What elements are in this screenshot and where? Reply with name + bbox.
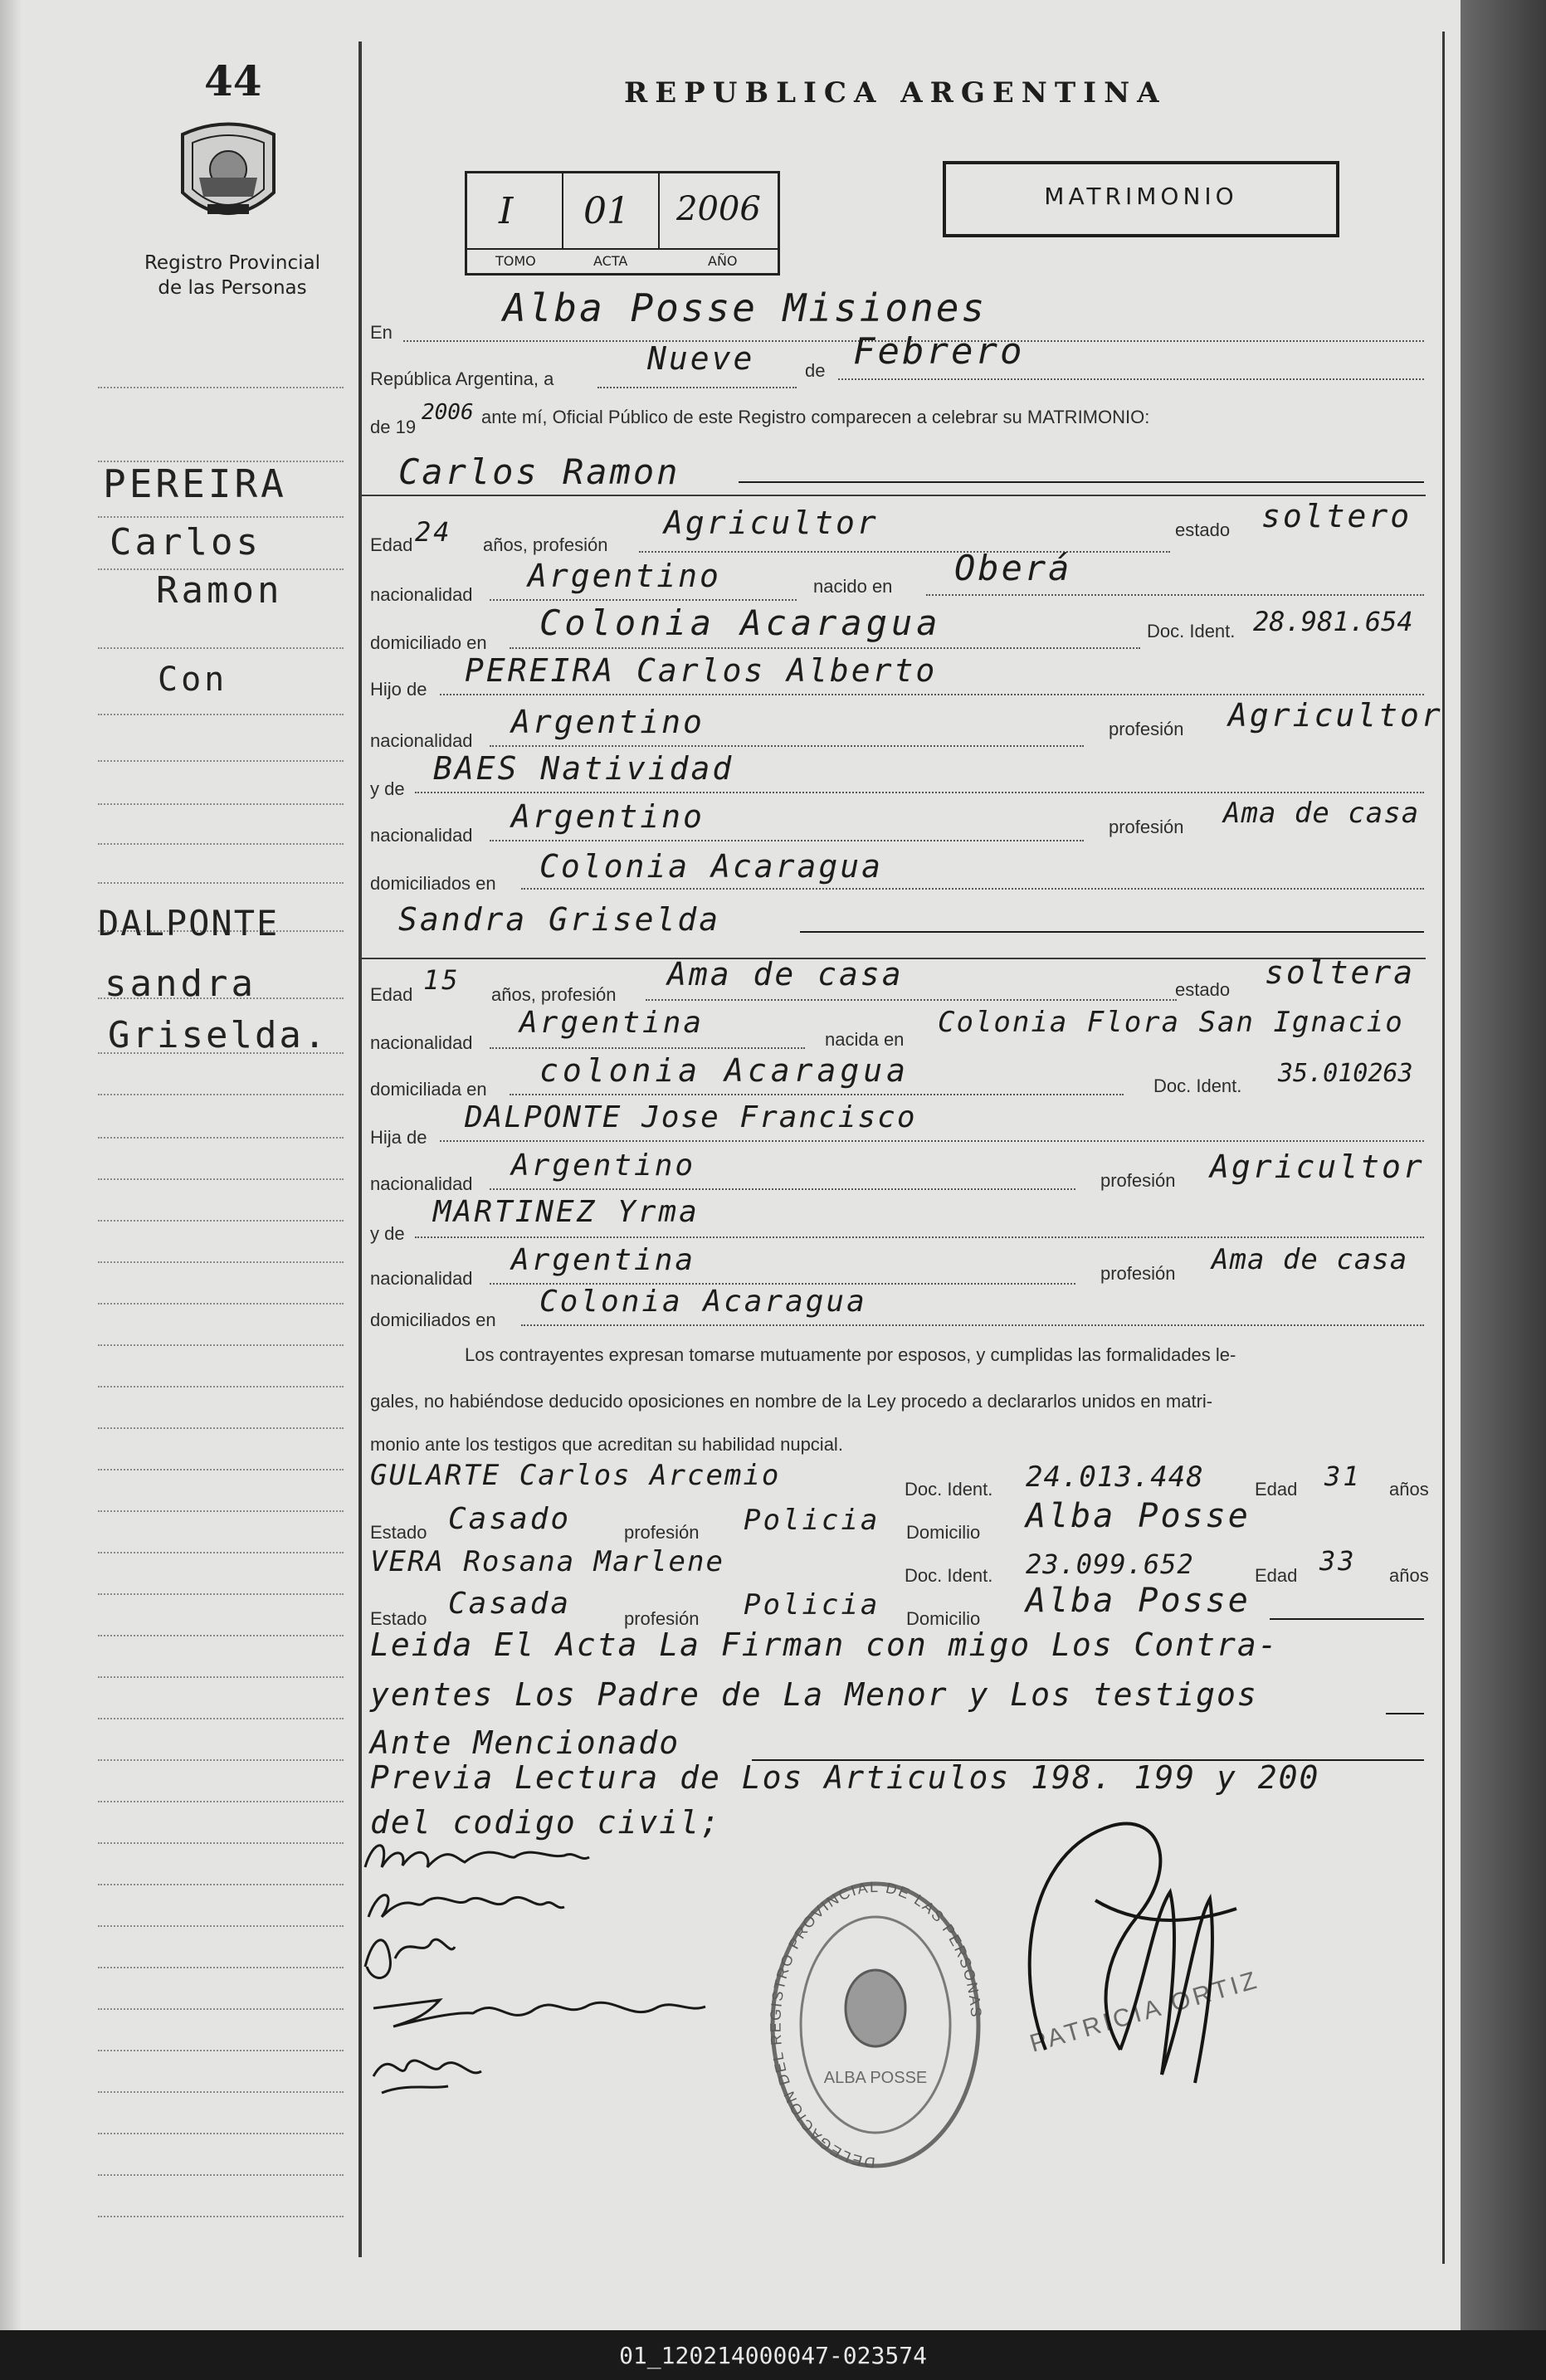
bride-full-name: Sandra Griselda — [398, 901, 721, 938]
bride-name1-margin: sandra — [105, 963, 256, 1005]
bride-status: soltera — [1265, 954, 1416, 991]
witness-1-domicile: Alba Posse — [1026, 1497, 1251, 1535]
bride-mother: MARTINEZ Yrma — [433, 1195, 700, 1229]
label-bride-edad: Edad — [370, 984, 413, 1005]
conjunction-margin: Con — [158, 661, 228, 699]
label-witness-1-profesion: profesión — [624, 1522, 700, 1543]
book-binding — [0, 0, 22, 2330]
groom-status: soltero — [1261, 498, 1412, 534]
label-de: de — [805, 360, 826, 381]
label-bride-domiciliada: domiciliada en — [370, 1079, 487, 1100]
declaration-line-2: gales, no habiéndose deducido oposiciones en nombre de la Ley procedo a declararlos unidos en matri- — [370, 1391, 1213, 1412]
page-number: 44 — [204, 56, 262, 105]
witness-2-domicile: Alba Posse — [1026, 1582, 1251, 1620]
witness-1-doc: 24.013.448 — [1026, 1461, 1204, 1494]
officer-signature-stamp — [996, 1801, 1353, 2100]
tomo-value: I — [499, 190, 514, 232]
witness-2-profession: Policia — [744, 1588, 880, 1622]
witness-2-name: VERA Rosana Marlene — [370, 1545, 724, 1578]
seal-ring-text: DELEGACION DEL REGISTRO PROVINCIAL DE LAS PERSONAS — [767, 1878, 985, 2172]
bride-father-nationality: Argentino — [511, 1149, 696, 1183]
bride-mother-nationality: Argentina — [511, 1243, 696, 1277]
country-title: REPUBLICA ARGENTINA — [624, 76, 1167, 110]
groom-doc: 28.981.654 — [1253, 606, 1413, 637]
anio-label: AÑO — [708, 253, 738, 269]
label-groom-father-nacionalidad: nacionalidad — [370, 730, 473, 751]
declaration-line-1: Los contrayentes expresan tomarse mutuamente por esposos, y cumplidas las formalidades le- — [465, 1344, 1236, 1365]
groom-father-nationality: Argentino — [511, 704, 705, 740]
witness-2-doc: 23.099.652 — [1026, 1548, 1194, 1580]
label-witness-1-anios: años — [1389, 1479, 1429, 1500]
groom-father-profession: Agricultor — [1228, 697, 1443, 734]
registry-seal-stamp — [763, 1867, 988, 2182]
groom-surname-margin: PEREIRA — [103, 461, 287, 506]
label-en: En — [370, 322, 393, 343]
bride-age: 15 — [423, 964, 461, 996]
groom-mother: BAES Natividad — [433, 750, 734, 787]
label-groom-domiciliados: domiciliados en — [370, 873, 496, 894]
label-witness-1-domicilio: Domicilio — [906, 1522, 981, 1543]
province-emblem-icon — [174, 118, 282, 234]
label-bride-domiciliados: domiciliados en — [370, 1309, 496, 1330]
groom-father: PEREIRA Carlos Alberto — [465, 652, 938, 689]
bride-mother-profession: Ama de casa — [1212, 1243, 1408, 1276]
label-bride-father-profesion: profesión — [1100, 1170, 1176, 1191]
witness-1-profession: Policia — [744, 1504, 880, 1537]
label-bride-father-nacionalidad: nacionalidad — [370, 1173, 473, 1194]
bride-nationality: Argentina — [519, 1006, 705, 1040]
closing-note-2: yentes Los Padre de La Menor y Los testigos — [370, 1676, 1258, 1713]
label-bride-y-de: y de — [370, 1223, 405, 1244]
groom-mother-profession: Ama de casa — [1223, 797, 1420, 830]
label-groom-estado: estado — [1175, 519, 1231, 540]
groom-parents-domicile: Colonia Acaragua — [539, 848, 884, 885]
groom-age: 24 — [415, 516, 452, 548]
label-nacido-en: nacido en — [813, 576, 893, 597]
bride-surname-margin: DALPONTE — [98, 903, 280, 944]
label-witness-1-doc: Doc. Ident. — [905, 1479, 993, 1500]
record-box — [465, 171, 780, 276]
registry-name: Registro Provincial de las Personas — [144, 252, 320, 299]
label-hijo-de: Hijo de — [370, 679, 427, 700]
label-hija-de: Hija de — [370, 1127, 427, 1148]
footer-id: 01_120214000047-023574 — [619, 2342, 927, 2369]
bride-doc: 35.010263 — [1278, 1059, 1413, 1088]
witness-2-age: 33 — [1319, 1545, 1357, 1577]
label-groom-edad: Edad — [370, 534, 413, 555]
label-bride-nacionalidad: nacionalidad — [370, 1032, 473, 1053]
bride-parents-domicile: Colonia Acaragua — [539, 1285, 867, 1319]
label-bride-mother-profesion: profesión — [1100, 1263, 1176, 1284]
bride-father: DALPONTE Jose Francisco — [465, 1100, 917, 1134]
acta-value: 01 — [583, 190, 630, 232]
document-type-box: MATRIMONIO — [943, 161, 1339, 237]
bride-name2-margin: Griselda. — [108, 1014, 329, 1056]
date-year: 2006 — [422, 400, 474, 425]
tomo-label: TOMO — [495, 253, 536, 269]
bride-father-profession: Agricultor — [1210, 1149, 1425, 1185]
label-groom-doc: Doc. Ident. — [1147, 621, 1236, 641]
signatures-block — [357, 1834, 747, 2133]
page-edge-shadow — [1461, 0, 1546, 2330]
declaration-line-3: monio ante los testigos que acreditan su habilidad nupcial. — [370, 1434, 843, 1455]
date-day: Nueve — [647, 340, 755, 377]
groom-mother-nationality: Argentino — [511, 798, 705, 835]
image-footer — [0, 2330, 1546, 2380]
label-witness-2-anios: años — [1389, 1565, 1429, 1586]
groom-birthplace: Oberá — [954, 548, 1072, 588]
groom-name2-margin: Ramon — [156, 569, 283, 612]
label-witness-2-estado: Estado — [370, 1608, 427, 1629]
label-groom-anios-profesion: años, profesión — [483, 534, 608, 555]
seal-center-text: ALBA POSSE — [823, 2069, 928, 2087]
closing-note-4: Previa Lectura de Los Articulos 198. 199 y 200 — [370, 1759, 1320, 1796]
label-groom-domiciliado: domiciliado en — [370, 632, 487, 653]
label-witness-1-edad: Edad — [1255, 1479, 1298, 1500]
label-witness-1-estado: Estado — [370, 1522, 427, 1543]
groom-name1-margin: Carlos — [110, 521, 261, 563]
label-groom-nacionalidad: nacionalidad — [370, 584, 473, 605]
label-de-19: de 19 — [370, 417, 417, 437]
label-groom-mother-nacionalidad: nacionalidad — [370, 825, 473, 846]
label-bride-anios-profesion: años, profesión — [491, 984, 617, 1005]
witness-1-status: Casado — [448, 1502, 572, 1536]
label-groom-mother-profesion: profesión — [1109, 817, 1184, 837]
right-border — [1442, 32, 1445, 2264]
bride-birthplace: Colonia Flora San Ignacio — [938, 1006, 1404, 1039]
date-month: Febrero — [853, 330, 1025, 373]
label-groom-father-profesion: profesión — [1109, 719, 1184, 739]
label-bride-estado: estado — [1175, 979, 1231, 1000]
intro-text: ante mí, Oficial Público de este Registro comparecen a celebrar su MATRIMONIO: — [481, 407, 1150, 427]
closing-note-1: Leida El Acta La Firman con migo Los Contra- — [370, 1626, 1279, 1663]
label-bride-doc: Doc. Ident. — [1153, 1075, 1242, 1096]
label-witness-2-doc: Doc. Ident. — [905, 1565, 993, 1586]
label-witness-2-profesion: profesión — [624, 1608, 700, 1629]
anio-value: 2006 — [676, 190, 761, 228]
label-groom-y-de: y de — [370, 778, 405, 799]
bride-profession: Ama de casa — [667, 956, 904, 992]
witness-1-name: GULARTE Carlos Arcemio — [370, 1459, 781, 1492]
place-city: Alba Posse Misiones — [503, 285, 988, 330]
groom-nationality: Argentino — [528, 558, 721, 594]
label-nacida-en: nacida en — [825, 1029, 905, 1050]
groom-profession: Agricultor — [664, 505, 879, 541]
acta-label: ACTA — [593, 253, 628, 269]
groom-section-divider — [362, 495, 1426, 496]
witness-2-status: Casada — [448, 1587, 572, 1621]
closing-note-3: Ante Mencionado — [370, 1724, 680, 1761]
bride-domicile: colonia Acaragua — [539, 1052, 910, 1089]
label-republica: República Argentina, a — [370, 368, 554, 389]
officer-stamp-text: PATRICIA ORTIZ — [1027, 1966, 1263, 2058]
groom-domicile: Colonia Acaragua — [539, 602, 942, 643]
label-bride-mother-nacionalidad: nacionalidad — [370, 1268, 473, 1289]
label-witness-2-edad: Edad — [1255, 1565, 1298, 1586]
witness-1-age: 31 — [1324, 1461, 1362, 1492]
groom-full-name: Carlos Ramon — [398, 451, 680, 492]
closing-note-5: del codigo civil; — [370, 1804, 721, 1841]
label-witness-2-domicilio: Domicilio — [906, 1608, 981, 1629]
